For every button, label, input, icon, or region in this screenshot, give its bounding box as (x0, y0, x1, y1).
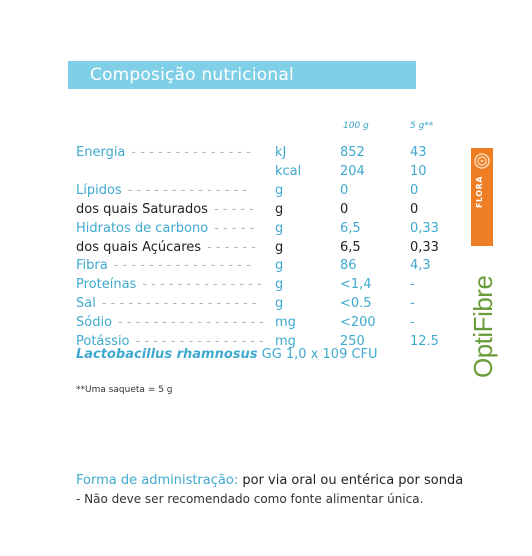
nutrient-name: Lípidos (76, 182, 122, 198)
nutrient-unit: kJ (275, 145, 287, 160)
nutrient-unit: kcal (275, 163, 302, 179)
value-per-100g: 0 (340, 182, 349, 198)
leader-dashes: - - - - - - (207, 239, 256, 255)
table-row (0, 239, 532, 257)
value-per-5g: 43 (410, 145, 427, 160)
table-row (0, 276, 532, 294)
value-per-5g: - (410, 315, 415, 331)
table-row (0, 220, 532, 238)
value-per-100g: <1,4 (340, 277, 372, 293)
administration-line (76, 473, 463, 488)
table-row (0, 314, 532, 332)
value-per-5g: 0 (410, 201, 419, 217)
page-title: Composição nutricional (90, 65, 294, 85)
table-row (0, 163, 532, 181)
spiral-icon (473, 152, 491, 170)
column-header-5g: 5 g** (410, 121, 434, 131)
leader-dashes: - - - - - (213, 201, 254, 217)
table-row (0, 182, 532, 200)
value-per-5g: 0,33 (410, 220, 439, 236)
value-per-100g: 6,5 (340, 239, 361, 255)
leader-dashes: - - - - - - - - - - - - - - (127, 182, 248, 198)
title-banner (68, 61, 416, 89)
table-row (0, 144, 532, 162)
leader-dashes: - - - - - - - - - - - - - - - (135, 334, 264, 349)
value-per-100g: 6,5 (340, 220, 361, 236)
nutrient-unit: g (275, 277, 284, 293)
leader-dashes: - - - - - - - - - - - - - - - - - (118, 315, 264, 331)
table-row (0, 295, 532, 313)
lactobacillus-line (76, 347, 378, 362)
administration-value: por via oral ou entérica por sonda (238, 473, 464, 488)
usage-note: - Não deve ser recomendado como fonte alimentar única. (76, 492, 424, 506)
leader-dashes: - - - - - - - - - - - - - - (131, 145, 251, 160)
value-per-100g: 852 (340, 145, 365, 160)
value-per-5g: 12.5 (410, 334, 439, 349)
footnote: **Uma saqueta = 5 g (76, 385, 173, 395)
nutrient-unit: mg (275, 334, 296, 349)
lactobacillus-species: Lactobacillus rhamnosus (76, 347, 258, 362)
nutrient-name: Sal (76, 296, 96, 312)
value-per-100g: 250 (340, 334, 365, 349)
value-per-5g: 0 (410, 182, 419, 198)
value-per-5g: 10 (410, 163, 427, 179)
column-header-100g: 100 g (343, 121, 369, 131)
lactobacillus-count: GG 1,0 x 109 CFU (257, 347, 378, 362)
nutrient-name: Sódio (76, 315, 113, 331)
leader-dashes: - - - - - - - - - - - - - - - - - - (101, 296, 257, 312)
nutrient-unit: g (275, 201, 284, 217)
leader-dashes: - - - - - - - - - - - - - - (142, 277, 262, 293)
table-row (0, 201, 532, 219)
nutrient-name: Energia (76, 145, 126, 160)
value-per-5g: - (410, 277, 415, 293)
brand-logo: OptiFibre (468, 275, 498, 378)
nutrient-name: dos quais Saturados (76, 201, 208, 217)
table-row (0, 257, 532, 275)
nutrient-unit: g (275, 239, 284, 255)
nutrient-name: Proteínas (76, 277, 137, 293)
leader-dashes: - - - - - - - - - - - - - - - - (113, 258, 251, 274)
nutrient-name: Hidratos de carbono (76, 220, 209, 236)
value-per-5g: 4,3 (410, 258, 431, 274)
flora-label: FLORA (475, 176, 484, 208)
nutrient-name: Potássio (76, 334, 130, 349)
nutrient-unit: g (275, 296, 284, 312)
nutrient-name: dos quais Açúcares (76, 239, 202, 255)
value-per-5g: - (410, 296, 415, 312)
value-per-100g: <200 (340, 315, 376, 331)
leader-dashes: - - - - - (214, 220, 255, 236)
value-per-100g: <0.5 (340, 296, 372, 312)
nutrient-unit: g (275, 220, 284, 236)
administration-label: Forma de administração: (76, 473, 239, 488)
nutrient-name: Fibra (76, 258, 108, 274)
nutrient-unit: g (275, 182, 284, 198)
nutrient-unit: g (275, 258, 284, 274)
nutrient-unit: mg (275, 315, 296, 331)
value-per-5g: 0,33 (410, 239, 439, 255)
value-per-100g: 86 (340, 258, 357, 274)
value-per-100g: 0 (340, 201, 349, 217)
value-per-100g: 204 (340, 163, 365, 179)
